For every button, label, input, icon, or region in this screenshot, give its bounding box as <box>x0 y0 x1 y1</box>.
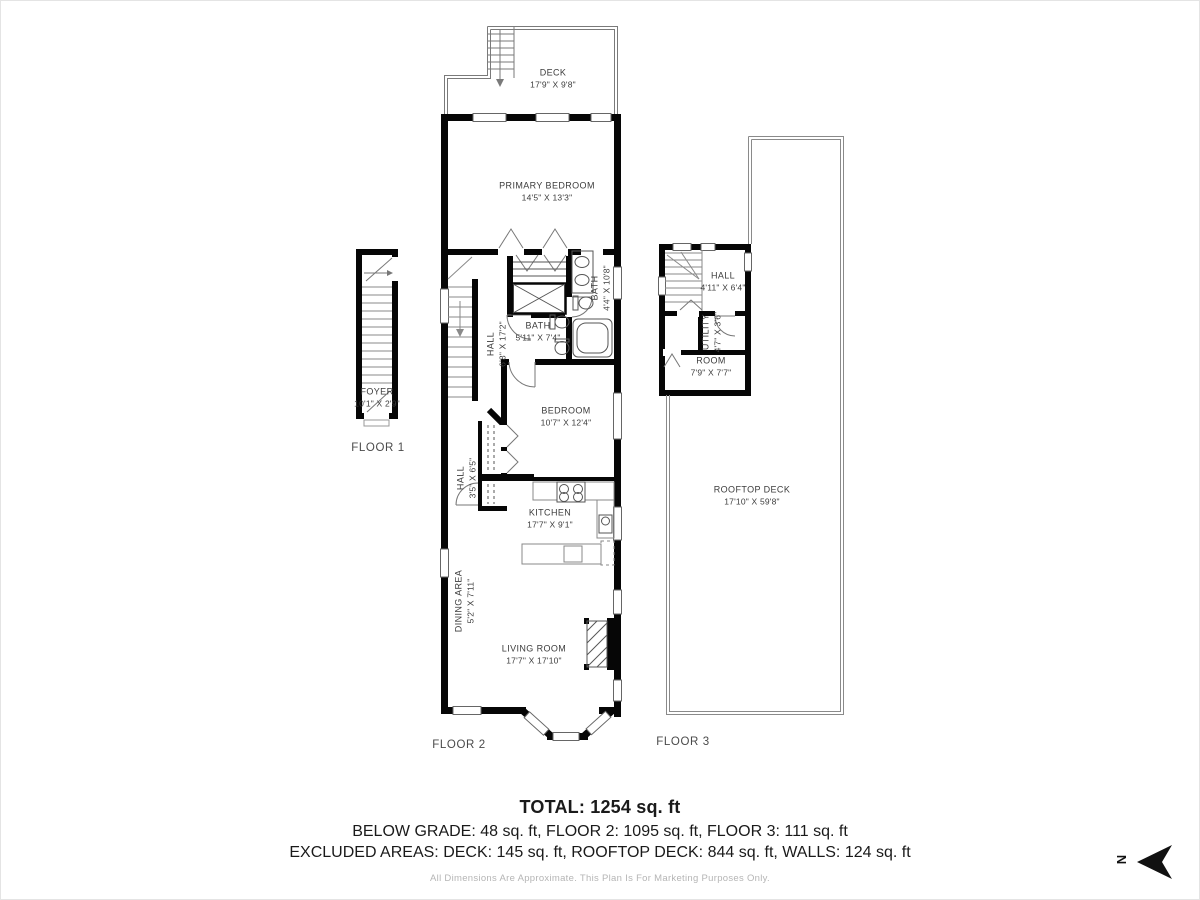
room-label-dining: DINING AREA 5'2" X 7'11" <box>453 569 476 633</box>
total-area: TOTAL: 1254 sq. ft <box>519 797 681 817</box>
disclaimer: All Dimensions Are Approximate. This Plan Is For Marketing Purposes Only. <box>430 873 770 884</box>
compass <box>1109 837 1181 885</box>
room-label-hall-main: HALL 6'8" X 17'2" <box>485 321 508 367</box>
floor2-hall-stairs <box>448 257 472 397</box>
room-label-hall-f3: HALL 4'11" X 6'4" <box>700 270 746 293</box>
room-label-foyer: FOYER 10'1" X 2'9" <box>354 386 400 409</box>
fireplace <box>587 621 607 667</box>
rooftop-deck-outline <box>667 137 844 715</box>
room-label-bedroom: BEDROOM 10'7" X 12'4" <box>540 405 592 428</box>
area-summary <box>1 797 1199 884</box>
room-label-deck: DECK 17'9" X 9'8" <box>530 67 576 90</box>
room-label-kitchen: KITCHEN 17'7" X 9'1" <box>527 507 573 530</box>
room-label-room: ROOM 7'9" X 7'7" <box>690 355 732 378</box>
floor3-title: FLOOR 3 <box>656 736 710 748</box>
floor3-stairs <box>665 250 702 311</box>
floor-areas: BELOW GRADE: 48 sq. ft, FLOOR 2: 1095 sq. ft, FLOOR 3: 111 sq. ft <box>352 823 848 840</box>
room-label-rooftop-deck: ROOFTOP DECK 17'10" X 59'8" <box>713 484 791 507</box>
room-label-living: LIVING ROOM 17'7" X 17'10" <box>501 643 567 666</box>
room-label-primary-bedroom: PRIMARY BEDROOM 14'5" X 13'3" <box>499 180 595 203</box>
room-label-hall-small: HALL 3'5" X 6'5" <box>455 457 478 499</box>
room-label-bath-small: BATH 4'4" X 10'8" <box>589 265 612 311</box>
room-label-utility: UTILITY 4'7" X 3'6" <box>700 311 723 353</box>
stair-arrow <box>456 329 464 337</box>
room-label-bath-main: BATH 5'11" X 7'4" <box>515 320 561 343</box>
floor1-title: FLOOR 1 <box>351 442 405 454</box>
floor-plan-drawing <box>1 1 1200 900</box>
floor2-title: FLOOR 2 <box>432 739 486 751</box>
floor2-closets <box>485 262 566 504</box>
excluded-areas: EXCLUDED AREAS: DECK: 145 sq. ft, ROOFTOP DECK: 844 sq. ft, WALLS: 124 sq. ft <box>289 844 911 861</box>
north-label: N <box>1114 854 1130 865</box>
